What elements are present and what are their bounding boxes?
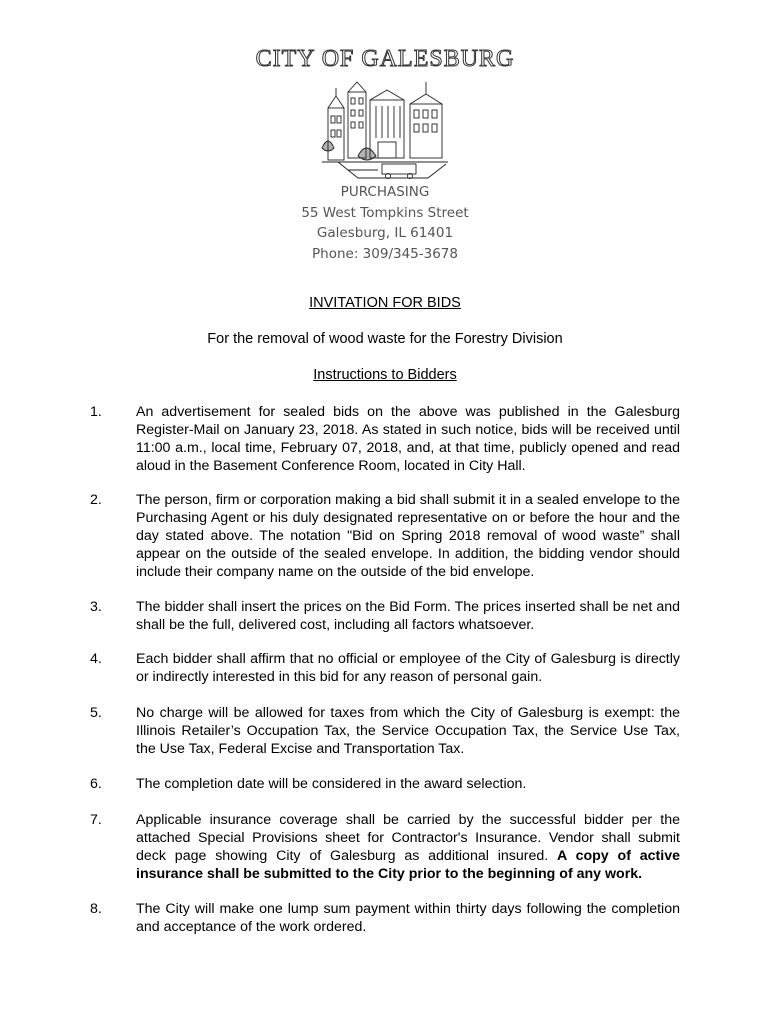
item-number: 5. — [90, 705, 102, 721]
city-buildings-illustration — [318, 78, 452, 184]
item-text: An advertisement for sealed bids on the above was published in the Galesburg Register-Mail on January 23, 2018. As stated in such notice, bids will be received until 11:00 a.m., local time, February 07, 2018, and, at that time, publicly opened and read aloud in the Basement Conference Room, located in City Hall. — [136, 404, 680, 474]
item-text: The completion date will be considered in the award selection. — [136, 776, 527, 792]
item-number: 7. — [90, 812, 102, 828]
item-number: 6. — [90, 776, 102, 792]
document-subtitle: For the removal of wood waste for the Forestry Division — [207, 331, 563, 347]
item-text: No charge will be allowed for taxes from which the City of Galesburg is exempt: the Illinois Retailer’s Occupation Tax, the Service Occupation Tax, the Service Use Tax, the Use Tax, Federal Excise and Transportation Tax. — [136, 705, 680, 757]
department-name: PURCHASING — [340, 184, 430, 200]
city-state-zip: Galesburg, IL 61401 — [316, 225, 454, 241]
section-heading: Instructions to Bidders — [313, 367, 457, 383]
city-title: CITY OF GALESBURG — [255, 46, 515, 72]
item-text — [136, 811, 680, 883]
item-text: The bidder shall insert the prices on the Bid Form. The prices inserted shall be net and shall be the full, delivered cost, including all factors whatsoever. — [136, 599, 680, 633]
street-address: 55 West Tompkins Street — [301, 204, 469, 221]
phone-number: Phone: 309/345-3678 — [312, 245, 458, 262]
item-number: 2. — [90, 492, 102, 508]
item-number: 8. — [90, 901, 102, 917]
item-text: Each bidder shall affirm that no official or employee of the City of Galesburg is directly or indirectly interested in this bid for any reason of personal gain. — [136, 651, 680, 685]
item-text: The person, firm or corporation making a bid shall submit it in a sealed envelope to the Purchasing Agent or his duly designated representative on or before the hour and the day stated above. The notation "Bid on Spring 2018 removal of wood waste” shall appear on the outside of the sealed envelope. In addition, the bidding vendor should include their company name on the outside of the bid envelope. — [136, 492, 680, 580]
item-number: 3. — [90, 599, 102, 615]
item-text-bold: A copy of active insurance shall be submitted to the City prior to the beginning of any work. — [136, 848, 680, 882]
item-text-regular: Applicable insurance coverage shall be carried by the successful bidder per the attached Special Provisions sheet for Contractor's Insurance. Vendor shall submit deck page showing City of Galesburg as additional insured. — [136, 812, 680, 864]
item-text: The City will make one lump sum payment within thirty days following the completion and acceptance of the work ordered. — [136, 901, 680, 935]
item-number: 4. — [90, 651, 102, 667]
item-number: 1. — [90, 404, 102, 420]
document-title: INVITATION FOR BIDS — [309, 295, 461, 311]
